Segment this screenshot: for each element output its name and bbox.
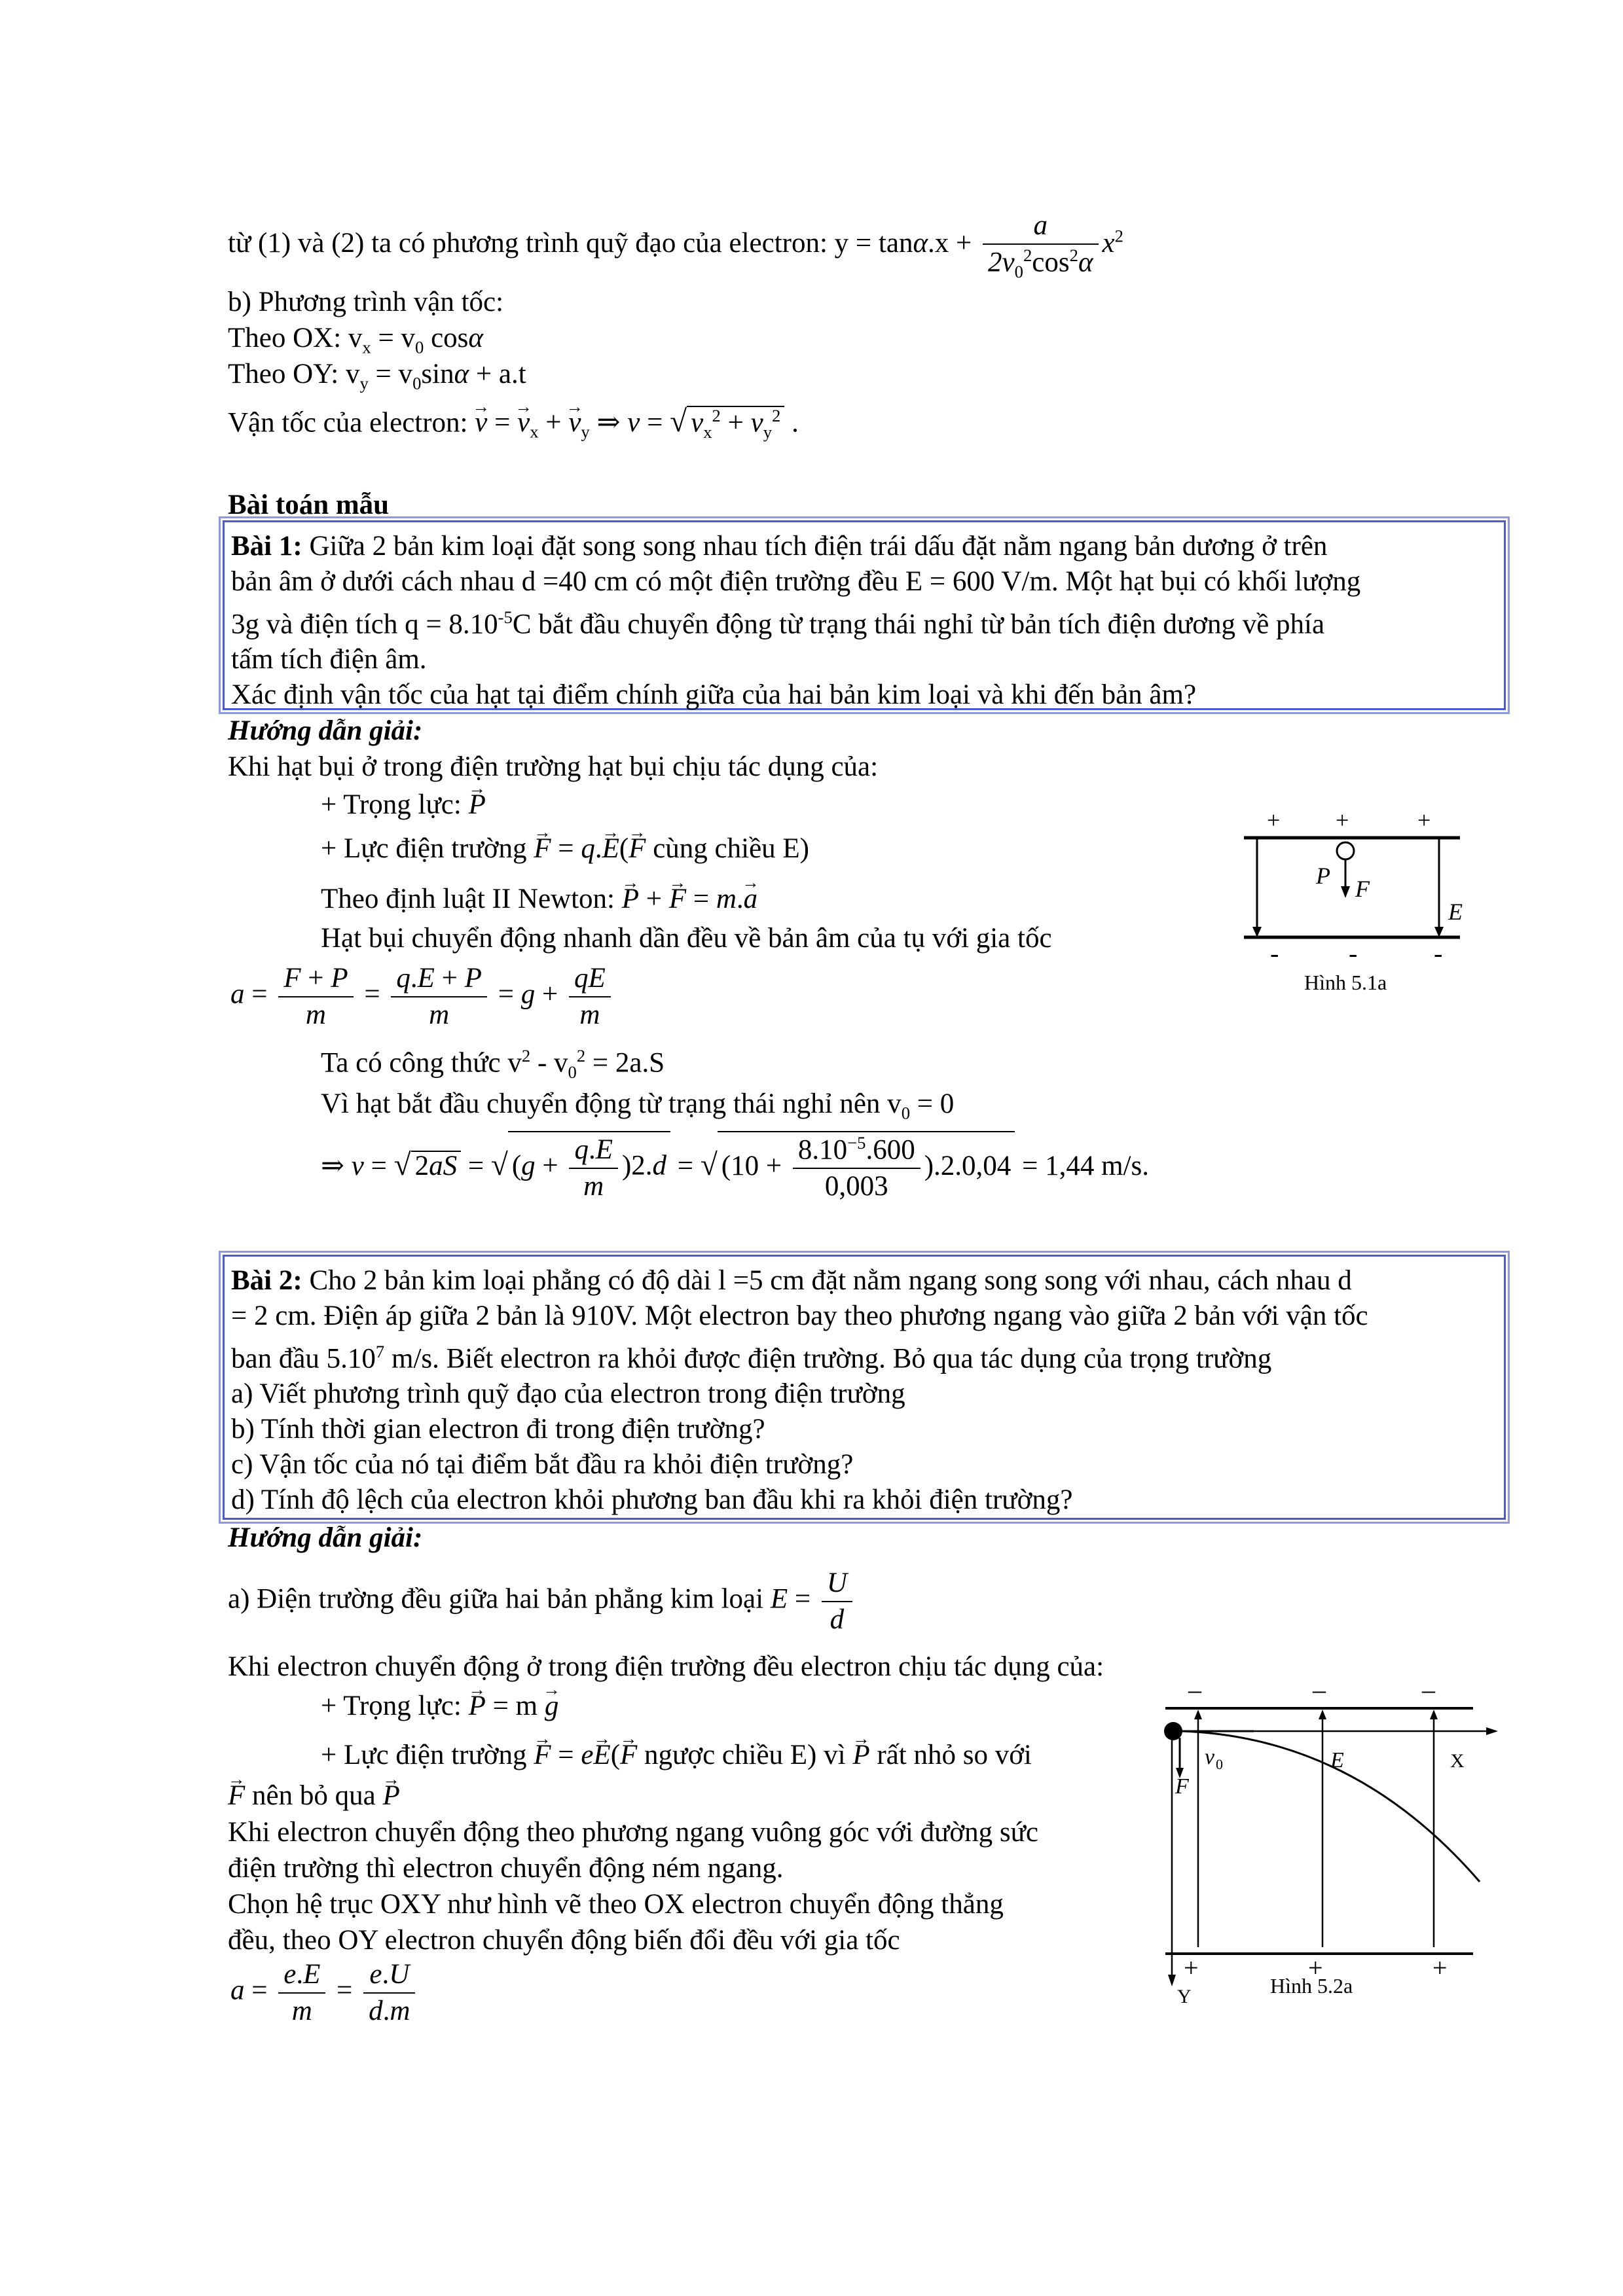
guide-1-rest: Vì hạt bắt đầu chuyển động từ trạng thái nghỉ nên $v_0 = 0$ <box>321 1088 955 1123</box>
fig2-plus-1: + <box>1184 1953 1199 1982</box>
guide-2-field: a) Điện trường đều giữa hai bản phẳng kim loại E = $\frac{U}{d}$ <box>228 1566 856 1638</box>
guide-1-accel-text: Hạt bụi chuyển động nhanh dần đều về bản âm của tụ với gia tốc <box>321 923 1052 954</box>
guide-2-p3: Chọn hệ trục OXY như hình vẽ theo OX electron chuyển động thẳng <box>228 1889 1004 1920</box>
guide-1-gravity: + Trọng lực: → P <box>321 791 486 819</box>
trajectory-equation: từ (1) và (2) ta có phương trình quỹ đạo của electron: y = tanα.x + $\frac{a}{2v_0^2\cos^2\alpha}$ $x^2$ <box>228 208 1123 283</box>
fig2-label-F: F <box>1175 1774 1189 1799</box>
fig1-force-arrow <box>1341 886 1350 898</box>
trajectory-fraction: $\frac{a}{2v_0^2\cos^2\alpha}$ <box>983 208 1098 283</box>
velocity-heading: b) Phương trình vận tốc: <box>228 287 504 317</box>
fig1-minus-1: - <box>1270 939 1279 968</box>
fig2-plus-3: + <box>1432 1953 1448 1982</box>
guide-1-accel-formula: a = $\frac{F + P}{m}$ = $\frac{q.E + P}{m}$ = g + $\frac{qE}{m}$ <box>230 961 615 1033</box>
fig1-plus-1: + <box>1267 807 1281 833</box>
figure-5-1a <box>1231 798 1493 1008</box>
guide-1-heading: Hướng dẫn giải: <box>228 715 423 746</box>
guide-2-accel-formula: a = $\frac{e.E}{m}$ = $\frac{e.U}{d.m}$ <box>230 1957 419 2029</box>
guide-2-p2: điện trường thì electron chuyển động ném ngang. <box>228 1853 784 1884</box>
fig1-caption: Hình 5.1a <box>1304 971 1387 994</box>
guide-1-intro: Khi hạt bụi ở trong điện trường hạt bụi chịu tác dụng của: <box>228 751 879 782</box>
velocity-ox: Theo OX: $v_x = v_0$ cosα <box>228 323 483 357</box>
fig2-label-X: X <box>1450 1750 1465 1772</box>
guide-2-force: + Lực điện trường → F = e→ E(→ F ngược chiều E) vì → P rất nhỏ so với <box>321 1741 1032 1769</box>
problem-2-box <box>223 1255 1506 1520</box>
velocity-oy: Theo OY: $v_y = v_0\sin\alpha + a.t$ <box>228 359 526 393</box>
fig1-particle <box>1337 842 1354 859</box>
fig1-plus-2: + <box>1336 807 1349 833</box>
section-title: Bài toán mẫu <box>228 490 390 520</box>
guide-2-intro: Khi electron chuyển động ở trong điện trường đều electron chịu tác dụng của: <box>228 1651 1104 1682</box>
guide-1-force: + Lực điện trường → F = q.→ E(→ F cùng chiều E) <box>321 834 809 863</box>
fig2-field-arrow-1 <box>1194 1710 1202 1719</box>
guide-2-neglect: → F nên bỏ qua → P <box>228 1782 400 1810</box>
fig2-label-E: E <box>1330 1748 1344 1772</box>
fig2-field-arrow-3 <box>1430 1710 1438 1719</box>
velocity-total: Vận tốc của electron: → v = → $v_x$ + → $v_y$ ⇒ v = √ $v_x^2 + v_y^2$ . <box>228 406 799 441</box>
fig1-minus-3: - <box>1434 939 1443 968</box>
fig2-field-arrow-2 <box>1319 1710 1326 1719</box>
fig1-label-E: E <box>1448 899 1463 925</box>
guide-1-newton: Theo định luật II Newton: → P + → F = m.→ a <box>321 885 757 913</box>
fig1-label-F: F <box>1355 876 1370 902</box>
fig2-label-Y: Y <box>1177 1986 1192 2006</box>
fig2-label-v0-sub: 0 <box>1216 1756 1223 1772</box>
fig2-minus-3: – <box>1422 1675 1435 1704</box>
fig1-plus-3: + <box>1417 807 1431 833</box>
guide-2-heading: Hướng dẫn giải: <box>228 1522 423 1553</box>
fig2-minus-2: – <box>1313 1675 1326 1704</box>
guide-1-kinematics: Ta có công thức $v^2 - v_0^2 = 2a.S$ <box>321 1046 665 1082</box>
fig2-minus-1: – <box>1188 1675 1201 1704</box>
fig2-caption: Hình 5.2a <box>1270 1974 1353 1998</box>
fig2-x-axis-arrow <box>1486 1727 1498 1735</box>
fig2-electron <box>1164 1722 1182 1740</box>
problem-1-box <box>223 520 1506 710</box>
velocity-vector-formula: → v = → $v_x$ + → $v_y$ ⇒ v = √ $v_x^2 + v_y^2$ <box>475 407 792 438</box>
guide-2-gravity: + Trọng lực: → P = m → g <box>321 1692 558 1720</box>
guide-2-p4: đều, theo OY electron chuyển động biến đổi đều với gia tốc <box>228 1925 900 1956</box>
fig2-plus-2: + <box>1308 1953 1323 1982</box>
fig2-y-axis-arrow <box>1168 1975 1176 1986</box>
fig1-label-P: P <box>1316 863 1330 889</box>
fig2-label-v0: v <box>1205 1745 1215 1769</box>
guide-2-p1: Khi electron chuyển động theo phương ngang vuông góc với đường sức <box>228 1817 1038 1848</box>
problem-2-text: Bài 2: Cho 2 bản kim loại phẳng có độ dài l =5 cm đặt nằm ngang song song với nhau, cách nhau d = 2 cm. Điện áp giữa 2 bản là 910V. Một electron bay theo phương ngang vào giữa 2 bản với vận tốc ban đầu 5.10$^7$ m/s. Biết electron ra khỏi được điện trường. Bỏ qua tác dụng của trọng trường a) Viết phương trình quỹ đạo của electron trong điện trường b) Tính thời gian electron đi trong điện trường? c) Vận tốc của nó tại điểm bắt đầu ra khỏi điện trường? d) Tính độ lệch của electron khỏi phương ban đầu khi ra khỏi điện trường? <box>231 1265 1368 1516</box>
problem-1-text: Bài 1: Giữa 2 bản kim loại đặt song song nhau tích điện trái dấu đặt nằm ngang bản dương ở trên bản âm ở dưới cách nhau d =40 cm có một điện trường đều E = 600 V/m. Một hạt bụi có khối lượng 3g và điện tích $q = 8.10^{-5}C$ bắt đầu chuyển động từ trạng thái nghỉ từ bản tích điện dương về phía tấm tích điện âm. Xác định vận tốc của hạt tại điểm chính giữa của hai bản kim loại và khi đến bản âm? <box>231 531 1361 711</box>
fig1-minus-2: - <box>1349 939 1358 968</box>
figure-5-2a <box>1139 1672 1506 2006</box>
guide-1-result: ⇒ v = √ 2aS = √ (g + $\frac{q.E}{m}$ )2.d = √ (10 + $\frac{8.10^{-5}.600}{0,003}$ ).2.0,04 = 1,44 m/s. <box>321 1131 1149 1204</box>
